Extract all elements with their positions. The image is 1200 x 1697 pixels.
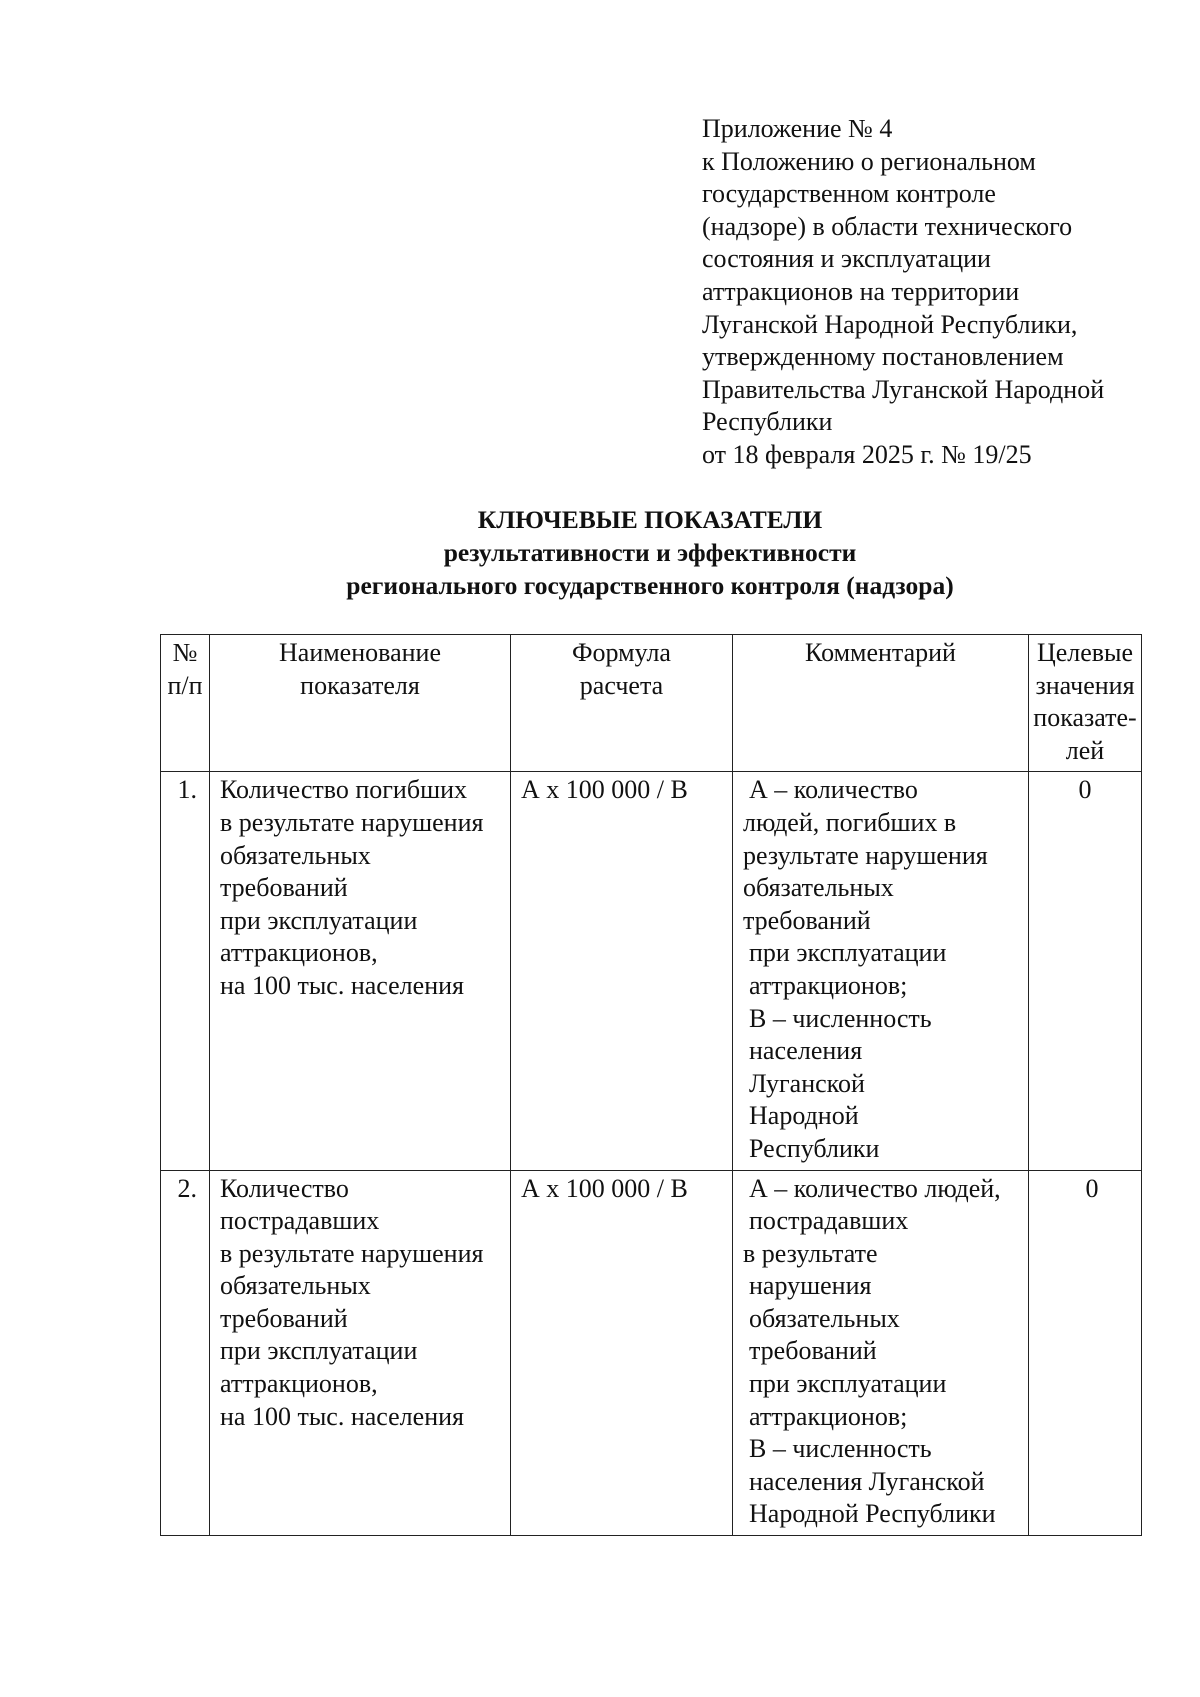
approval-line: Республики bbox=[702, 407, 833, 437]
approval-line: (надзоре) в области технического bbox=[702, 211, 1073, 241]
target-value: 0 bbox=[1029, 1170, 1142, 1536]
header-name: Наименование показателя bbox=[210, 635, 511, 772]
approval-line: утвержденному постановлением bbox=[702, 342, 1064, 372]
heading-subtitle: регионального государственного контроля (надзора) bbox=[346, 571, 954, 600]
heading-subtitle: результативности и эффективности bbox=[443, 538, 857, 567]
comment: А – количество людей, погибших в результате нарушения обязательных требований при эксплуатации аттракционов; В – численность населения Луганской Народной Республики bbox=[733, 772, 1029, 1170]
approval-line: Луганской Народной Республики, bbox=[702, 309, 1078, 339]
calculation-formula: А х 100 000 / В bbox=[511, 772, 733, 1170]
kpi-table bbox=[160, 634, 1142, 1536]
table-row bbox=[161, 1170, 1142, 1536]
approval-line: состояния и эксплуатации bbox=[702, 244, 991, 274]
comment: А – количество людей, пострадавших в результате нарушения обязательных требований при эксплуатации аттракционов; В – численность населения Луганской Народной Республики bbox=[733, 1170, 1029, 1536]
table-row bbox=[161, 772, 1142, 1170]
approval-line: от 18 февраля 2025 г. № 19/25 bbox=[702, 439, 1032, 469]
approval-line: государственном контроле bbox=[702, 179, 996, 209]
document-heading bbox=[160, 503, 1140, 602]
header-formula: Формула расчета bbox=[511, 635, 733, 772]
approval-line: к Положению о региональном bbox=[702, 146, 1036, 176]
row-number: 1. bbox=[161, 772, 210, 1170]
approval-line: Приложение № 4 bbox=[702, 114, 893, 143]
heading-title: КЛЮЧЕВЫЕ ПОКАЗАТЕЛИ bbox=[477, 505, 823, 534]
approval-note bbox=[702, 113, 1182, 472]
row-number: 2. bbox=[161, 1170, 210, 1536]
indicator-name: Количество пострадавших в результате нарушения обязательных требований при эксплуатации аттракционов, на 100 тыс. населения bbox=[210, 1170, 511, 1536]
header-target: Целевые значения показате- лей bbox=[1029, 635, 1142, 772]
indicator-name: Количество погибших в результате нарушения обязательных требований при эксплуатации аттракционов, на 100 тыс. населения bbox=[210, 772, 511, 1170]
calculation-formula: А х 100 000 / В bbox=[511, 1170, 733, 1536]
approval-line: Правительства Луганской Народной bbox=[702, 374, 1105, 404]
header-num: № п/п bbox=[161, 635, 210, 772]
approval-line: аттракционов на территории bbox=[702, 276, 1020, 306]
header-comment: Комментарий bbox=[733, 635, 1029, 772]
table-header-row bbox=[161, 635, 1142, 772]
target-value: 0 bbox=[1029, 772, 1142, 1170]
